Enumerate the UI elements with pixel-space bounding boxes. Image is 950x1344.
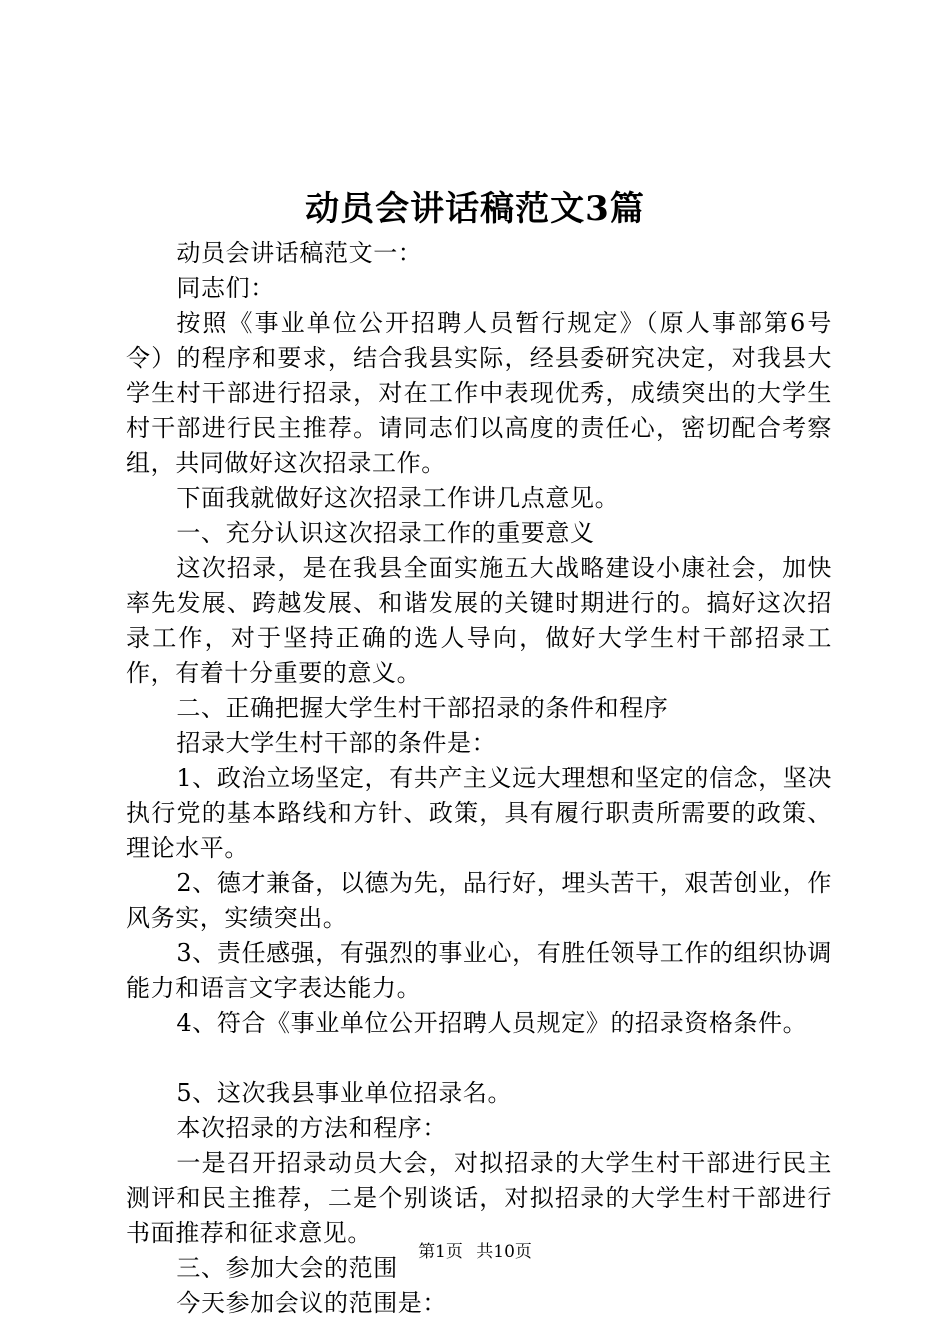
section-heading-3: 三、参加大会的范围 bbox=[176, 1254, 398, 1282]
paragraph-conditions-lead: 招录大学生村干部的条件是： bbox=[176, 729, 497, 757]
document-body bbox=[126, 236, 832, 1321]
section-heading-2: 二、正确把握大学生村干部招录的条件和程序 bbox=[176, 694, 669, 722]
condition-item-4: 4、符合《事业单位公开招聘人员规定》的招录资格条件。 bbox=[176, 1009, 808, 1037]
section-heading-1: 一、充分认识这次招录工作的重要意义 bbox=[176, 519, 595, 547]
document-title: 动员会讲话稿范文3篇 bbox=[305, 189, 645, 229]
condition-item-3: 3、责任感强，有强烈的事业心，有胜任领导工作的组织协调能力和语言文字表达能力。 bbox=[126, 939, 832, 1002]
paragraph-intro: 按照《事业单位公开招聘人员暂行规定》（原人事部第6号令）的程序和要求，结合我县实际，经县委研究决定，对我县大学生村干部进行招录，对在工作中表现优秀，成绩突出的大学生村干部进行民主推荐。请同志们以高度的责任心，密切配合考察组，共同做好这次招录工作。 bbox=[126, 309, 832, 477]
paragraph-significance: 这次招录，是在我县全面实施五大战略建设小康社会，加快率先发展、跨越发展、和谐发展的关键时期进行的。搞好这次招录工作，对于坚持正确的选人导向，做好大学生村干部招录工作，有着十分重要的意义。 bbox=[126, 554, 832, 687]
condition-item-1: 1、政治立场坚定，有共产主义远大理想和坚定的信念，坚决执行党的基本路线和方针、政策，具有履行职责所需要的政策、理论水平。 bbox=[126, 764, 832, 862]
paragraph-method-lead: 本次招录的方法和程序： bbox=[176, 1114, 447, 1142]
paragraph-opinions-lead: 下面我就做好这次招录工作讲几点意见。 bbox=[176, 484, 620, 512]
paragraph-salutation: 同志们： bbox=[176, 274, 275, 302]
paragraph-scope: 今天参加会议的范围是： bbox=[176, 1289, 447, 1317]
condition-item-5: 5、这次我县事业单位招录名。 bbox=[176, 1079, 513, 1107]
page-number-current: 第1页 bbox=[418, 1242, 463, 1262]
paragraph-method: 一是召开招录动员大会，对拟招录的大学生村干部进行民主测评和民主推荐，二是个别谈话，对拟招录的大学生村干部进行书面推荐和征求意见。 bbox=[126, 1149, 832, 1247]
condition-item-2: 2、德才兼备，以德为先，品行好，埋头苦干，艰苦创业，作风务实，实绩突出。 bbox=[126, 869, 832, 932]
paragraph-heading-sample: 动员会讲话稿范文一： bbox=[176, 239, 423, 267]
page-number-total: 共10页 bbox=[476, 1242, 532, 1262]
page-footer bbox=[0, 1240, 950, 1264]
